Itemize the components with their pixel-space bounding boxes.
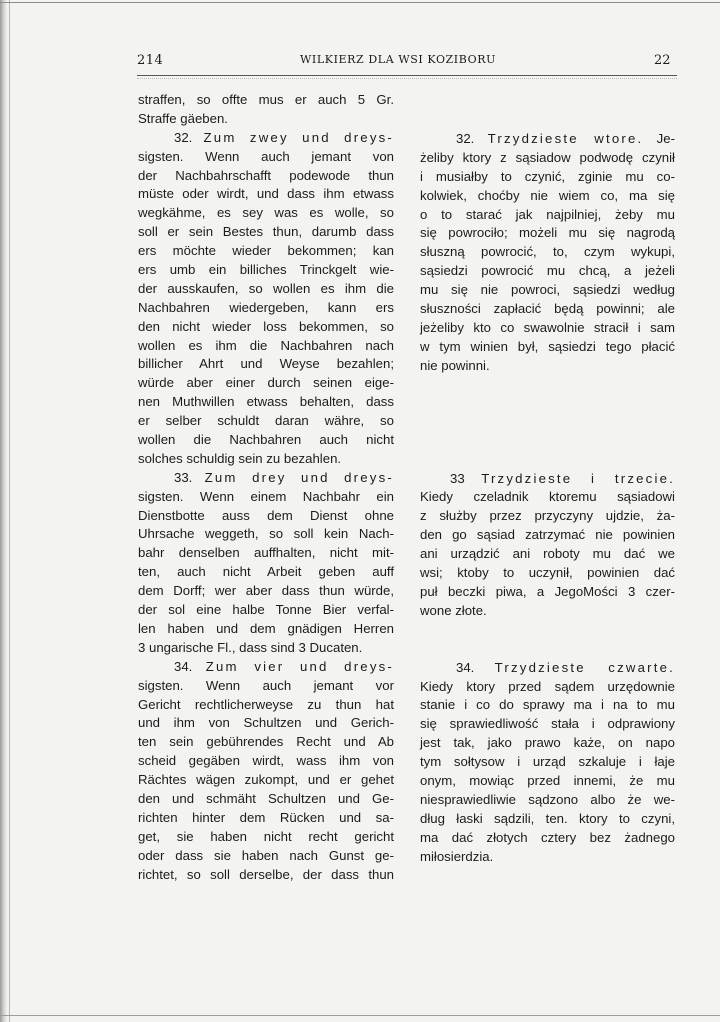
page-bottom-edge [0,1015,720,1016]
section-heading [420,130,675,149]
text-line: richtet, so soll derselbe, der dass thun [138,866,394,882]
text-line: len haben und dem gnädigen Herren [138,620,394,636]
section-31-tail [138,91,394,129]
text-line: Straffe gäeben. [138,110,228,126]
text-line: wollen die Nachbahren auch nicht [138,432,394,448]
header-rule [137,75,677,76]
section-title: Trzydzieste wtore. [487,131,644,146]
text-line: straffen, so offte mus er auch 5 Gr. [138,92,394,107]
section-number: 34. [174,658,193,674]
text-line: er selber schuldt daran währe, so [138,413,394,429]
text-line: bahr denselben auffhalten, nicht mit- [138,545,394,561]
section-heading [420,659,675,678]
text-line: sigsten. Wenn auch jemant von [138,148,394,164]
text-fragment: Je- [656,131,675,146]
text-line: nie powinni. [420,357,490,373]
text-line: ers möchte wieder bekommen; kan [138,243,394,259]
binding-shadow-line [9,0,10,1022]
section-34-german [138,658,394,885]
text-line: scheid gegäben wirdt, wass ihm von [138,753,394,769]
text-line: w tym winien był, sąsiedzi tego płacić [420,338,675,354]
text-line: den go sąsiad zatrzymać nie powinien [420,527,675,543]
text-line: den nicht wieder loss bekommen, so [138,318,394,334]
header-dotted-rule [137,78,677,79]
text-line: jest tak, jako prawo każe, on napo [420,735,675,751]
text-line: jeżeliby kto co swawolnie stracił i sam [420,319,675,335]
text-line: z służby przez przyczyny ujdzie, ża- [420,508,675,524]
section-32-german [138,129,394,469]
text-line: Nachbahren wiedergeben, kann ers [138,299,394,315]
page-number-right: 22 [654,53,671,68]
text-line: nen Muthwillen etwass behalten, dass [138,394,394,410]
text-line: sigsten. Wenn einem Nachbahr ein [138,488,394,504]
text-line: get, sie haben nicht recht gericht [138,828,394,844]
text-line: ers umb ein billiches Trinckgelt wie- [138,262,394,278]
text-line: kolwiek, choćby nie wiem co, ma się [420,187,675,203]
page-number-left: 214 [137,53,164,68]
text-line: den und schmäht Schultzen und Ge- [138,790,394,806]
text-line: und ihm von Schultzen und Gerich- [138,715,394,731]
text-line: sąsiedzi powrocić mu chcą, a jeżeli [420,263,675,279]
text-line: miłosierdzia. [420,848,494,864]
text-line: onym, mowiąc przed innemi, że mu [420,773,675,789]
text-line: Kiedy ktory przed sądem urzędownie [420,678,675,694]
text-line: der sol eine halbe Tonne Bier verfal- [138,602,394,618]
text-line: słuszną powrocić, to, czym wykupi, [420,244,675,260]
section-32-polish [420,130,675,376]
text-line: sigsten. Wenn auch jemant vor [138,677,394,693]
section-number: 33. [174,469,193,485]
text-line: wsi; ktoby to uczynił, powinien dać [420,565,675,581]
text-line: würde aber einer durch seinen eige- [138,375,394,391]
text-line: o to starać jak najpilniej, żeby mu [420,206,675,222]
text-line: się powrociło; możeli mu się nagrodą [420,225,675,241]
text-line: mu się nie powroci, sąsiedzi według [420,282,675,298]
text-line: müste oder wirdt, und dass ihm etwass [138,186,394,202]
text-line: tym sołtysow i urząd szkaluje i łaje [420,754,675,770]
section-number: 33 [450,470,465,486]
text-line: dem Dorff; wer aber dass thun würde, [138,583,394,599]
text-line: solches schuldig sein zu bezahlen. [138,450,342,466]
text-line: Rächtes wägen zukompt, und er gehet [138,772,394,788]
text-line: ten, auch nicht Arbeit geben auff [138,564,394,580]
text-line: Dienstbotte auss dem Dienst ohne [138,507,394,523]
book-binding-edge [0,0,7,1022]
section-33-german [138,469,394,658]
section-number: 32. [456,131,475,146]
text-line: der ausskaufen, so wollen es ihm die [138,280,394,296]
section-heading [138,129,394,148]
text-line: ani urządzić ani roboty mu dać we [420,546,675,562]
text-line: billicher Ahrt und Weyse bezahlen; [138,356,394,372]
section-title: Trzydzieste i trzecie. [481,470,676,486]
text-line: wone złote. [420,602,487,618]
section-title: Zum vier und dreys- [205,658,394,674]
section-34-polish [420,659,675,867]
section-title: Zum drey und dreys- [204,469,394,485]
text-line: słuszności zapłacić będą powinni; ale [420,301,675,317]
text-line: soll er sein Bestes thun, darumb dass [138,224,394,240]
text-line: oder dass sie haben nach Gunst ge- [138,847,394,863]
text-line: niesprawiedliwie sądzono albo że we- [420,791,675,807]
section-heading [138,658,394,677]
section-number: 32. [174,129,193,145]
section-title: Trzydzieste czwarte. [494,659,675,675]
text-line: ma dać złotych cztery bez żadnego [420,829,675,845]
text-line: żeliby ktory z sąsiadow podwodę czynił [420,149,675,165]
text-line: wegkähme, es sey was es wolle, so [138,205,394,221]
text-line: stanie i co do sprawy ma i na to mu [420,697,675,713]
text-line: wollen es ihm die Nachbahren nach [138,337,394,353]
section-title: Zum zwey und dreys- [203,129,394,145]
polish-text-column [420,130,675,867]
text-line: i musiałby to czynić, zginie mu co- [420,168,675,184]
text-line: der Nachbahrschafft podewode thun [138,167,394,183]
text-line: Uhrsache weggeth, so soll kein Nach- [138,526,394,542]
page-top-edge [0,2,720,3]
text-line: 3 ungarische Fl., dass sind 3 Ducaten. [138,639,363,655]
german-text-column [138,91,394,884]
text-line: dług łaski sądzili, ten. ktory to czyni, [420,810,675,826]
text-line: Gericht rechtlicherweyse zu thun hat [138,696,394,712]
text-line: ten sein gebührendes Recht und Ab [138,734,394,750]
section-number: 34. [456,659,475,675]
text-line: Kiedy czeladnik ktoremu sąsiadowi [420,489,675,505]
section-heading [420,470,675,489]
text-line: richten hinter dem Rücken und sa- [138,809,394,825]
text-line: się sprawiedliwość stała i odprawiony [420,716,675,732]
running-title: WILKIERZ DLA WSI KOZIBORU [300,53,497,66]
section-heading [138,469,394,488]
section-33-polish [420,470,675,621]
text-line: puł beczki piwa, a JegoMości 3 czer- [420,583,675,599]
